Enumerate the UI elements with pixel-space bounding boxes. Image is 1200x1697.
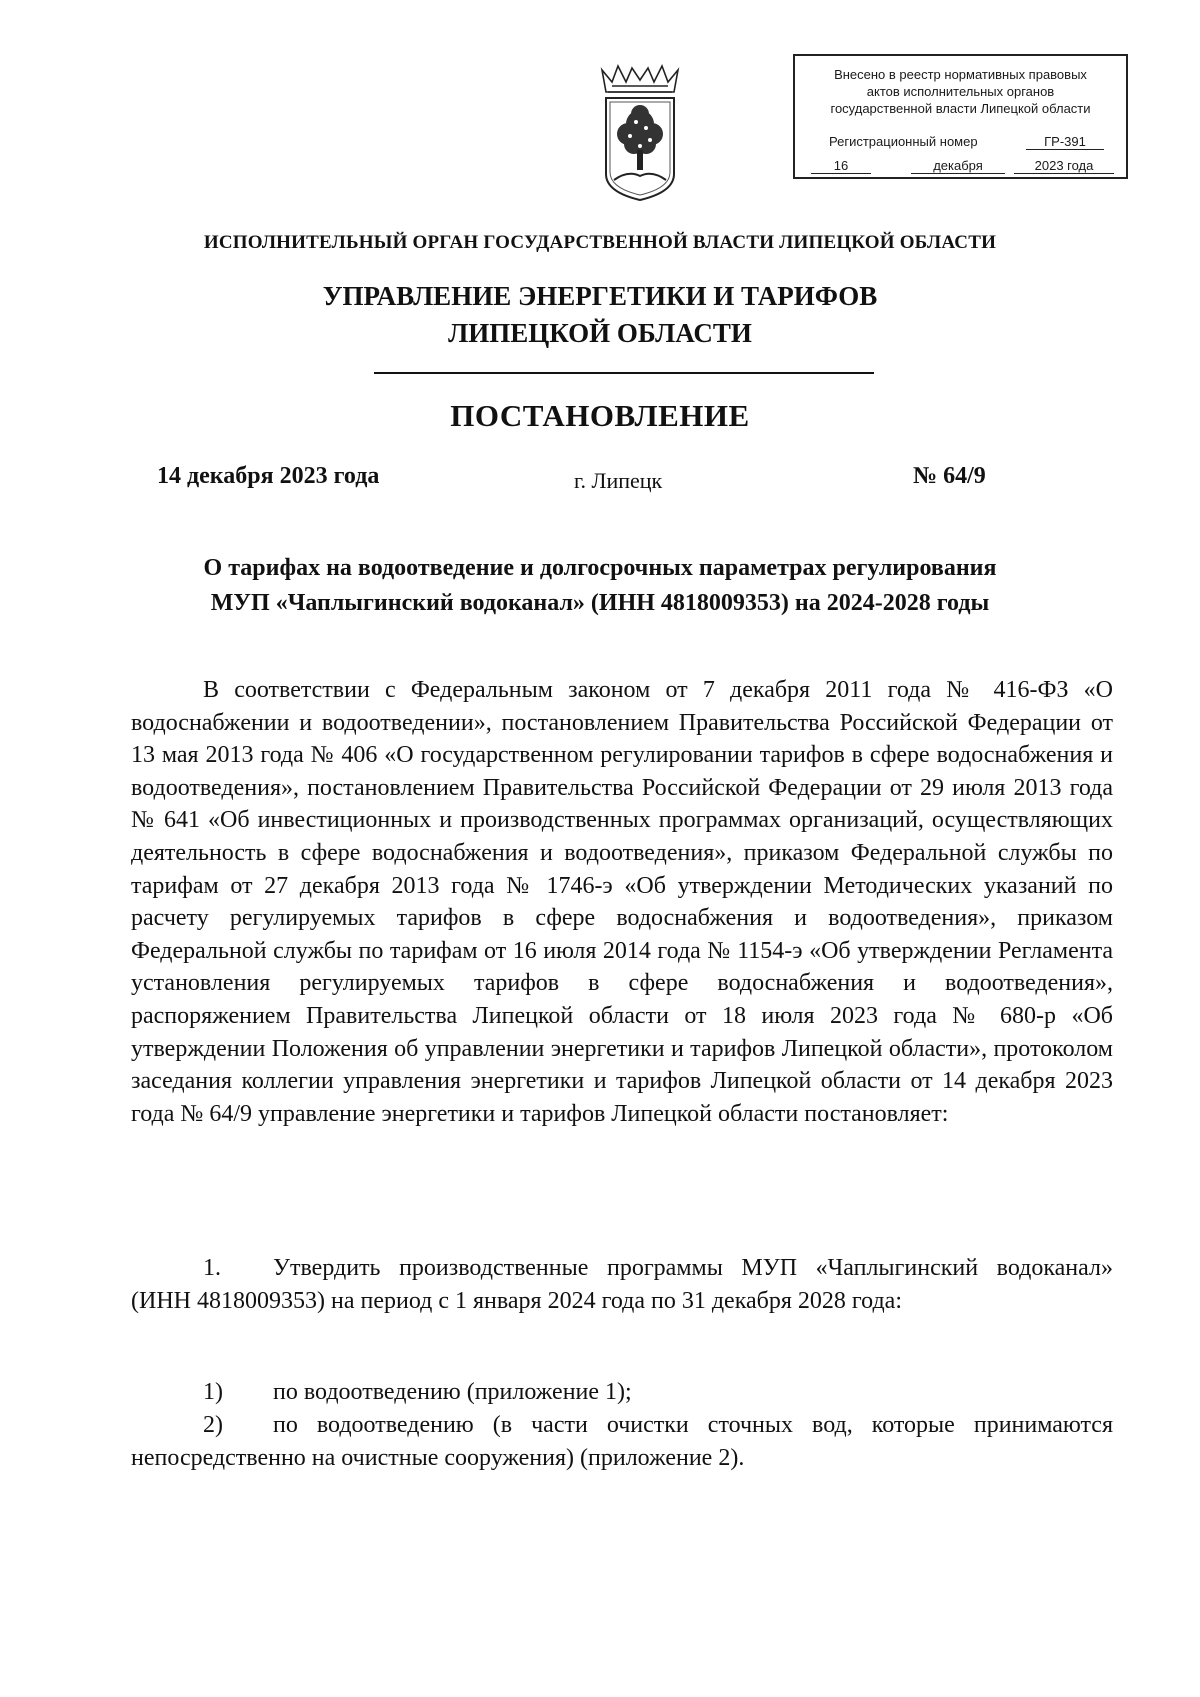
department-line-1: УПРАВЛЕНИЕ ЭНЕРГЕТИКИ И ТАРИФОВ <box>322 281 878 311</box>
title-line-1: О тарифах на водоотведение и долгосрочных параметрах регулирования <box>203 555 997 581</box>
document-place: г. Липецк <box>574 468 663 493</box>
stamp-date-row <box>807 158 1114 176</box>
department-name <box>0 278 1200 352</box>
sub-item-2-paragraph <box>131 1409 1113 1474</box>
stamp-registration-row <box>829 134 1106 152</box>
sub-item-1-number: 1) <box>203 1379 223 1405</box>
item-1-paragraph <box>131 1252 1113 1317</box>
document-type: ПОСТАНОВЛЕНИЕ <box>450 398 750 433</box>
item-1-text: Утвердить производственные программы МУП «Чаплыгинский водоканал» (ИНН 4818009353) на период с 1 января 2024 года по 31 декабря 2028 года: <box>131 1255 1113 1314</box>
document-date: 14 декабря 2023 года <box>157 463 380 489</box>
department-line-2: ЛИПЕЦКОЙ ОБЛАСТИ <box>448 318 752 348</box>
document-title <box>100 551 1100 621</box>
sub-item-2-number: 2) <box>203 1412 223 1438</box>
title-line-2: МУП «Чаплыгинский водоканал» (ИНН 4818009353) на 2024-2028 годы <box>210 590 990 616</box>
coat-of-arms-emblem <box>598 62 682 204</box>
stamp-month: декабря <box>911 158 1005 174</box>
header-divider <box>374 372 874 374</box>
authority-name: ИСПОЛНИТЕЛЬНЫЙ ОРГАН ГОСУДАРСТВЕННОЙ ВЛАСТИ ЛИПЕЦКОЙ ОБЛАСТИ <box>203 232 997 253</box>
registration-stamp <box>793 54 1128 179</box>
item-1-number: 1. <box>203 1255 221 1281</box>
sub-item-2-text: по водоотведению (в части очистки сточных вод, которые принимаются непосредственно на очистные сооружения) (приложение 2). <box>131 1412 1113 1471</box>
stamp-line-2: актов исполнительных органов <box>866 84 1055 99</box>
stamp-reg-number: ГР-391 <box>1026 134 1104 150</box>
stamp-day: 16 <box>811 158 871 174</box>
sub-item-1-paragraph <box>131 1376 1113 1409</box>
stamp-reg-label: Регистрационный номер <box>829 134 978 149</box>
document-number: № 64/9 <box>913 463 986 489</box>
preamble-paragraph: В соответствии с Федеральным законом от 7 декабря 2011 года № 416-ФЗ «О водоснабжении и водоотведении», постановлением Правительства Российской Федерации от 13 мая 2013 года № 406 «О государственном регулировании тарифов в сфере водоснабжения и водоотведения», постановлением Правительства Российской Федерации от 29 июля 2013 года № 641 «Об инвестиционных и производственных программах организаций, осуществляющих деятельность в сфере водоснабжения и водоотведения», приказом Федеральной службы по тарифам от 27 декабря 2013 года № 1746-э «Об утверждении Методических указаний по расчету регулируемых тарифов в сфере водоснабжения и водоотведения», приказом Федеральной службы по тарифам от 16 июля 2014 года № 1154-э «Об утверждении Регламента установления регулируемых тарифов в сфере водоснабжения и водоотведения», распоряжением Правительства Липецкой области от 18 июля 2023 года № 680-р «Об утверждении Положения об управлении энергетики и тарифов Липецкой области», протоколом заседания коллегии управления энергетики и тарифов Липецкой области от 14 декабря 2023 года № 64/9 управление энергетики и тарифов Липецкой области постановляет: <box>131 677 1113 1127</box>
stamp-line-3: государственной власти Липецкой области <box>830 101 1091 116</box>
stamp-year: 2023 года <box>1014 158 1114 174</box>
sub-item-1-text: по водоотведению (приложение 1); <box>273 1379 632 1405</box>
stamp-line-1: Внесено в реестр нормативных правовых <box>834 67 1087 82</box>
